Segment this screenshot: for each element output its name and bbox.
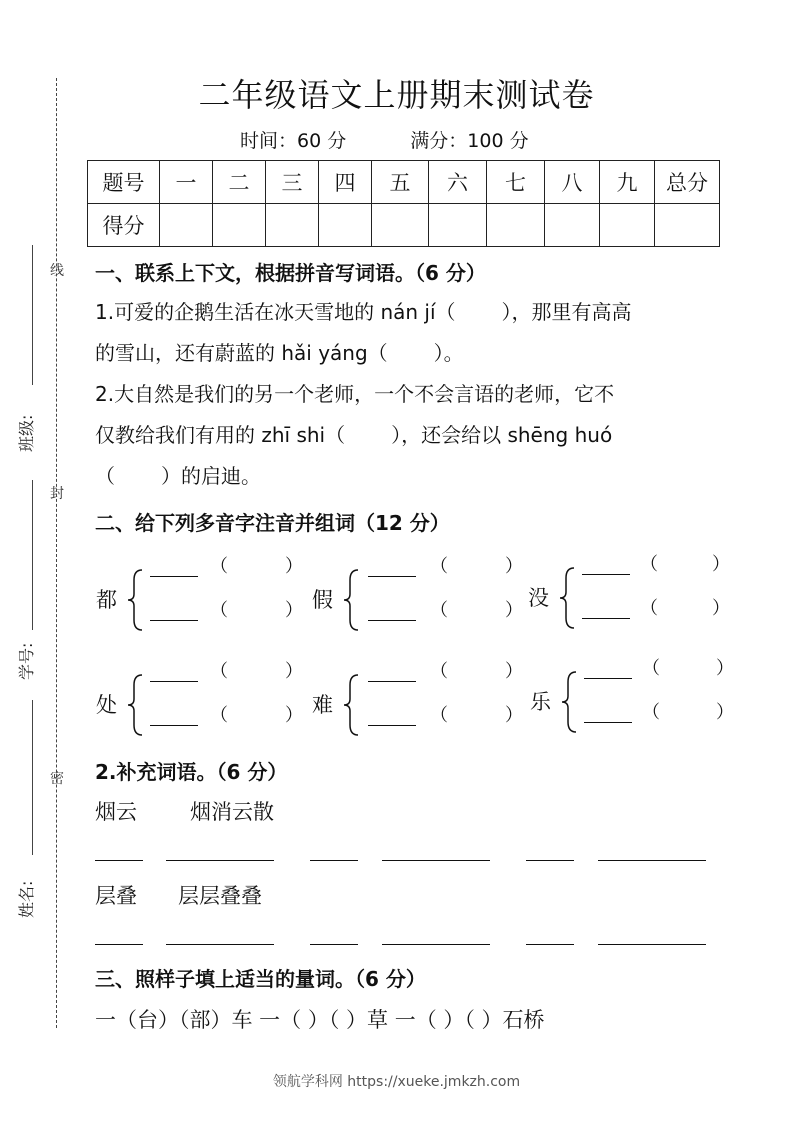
section2b-heading: 2.补充词语。（6 分） (95, 760, 288, 784)
word-paren-close: ） (505, 705, 523, 726)
binding-mark-xian: 线 (50, 263, 64, 279)
word-paren-close: ） (505, 556, 523, 577)
fill-in-underline[interactable] (166, 944, 274, 945)
word-paren-open: （ (642, 702, 660, 723)
score-cell[interactable] (545, 204, 600, 247)
fill-in-underline[interactable] (95, 944, 143, 945)
score-header-cell: 七 (487, 161, 545, 204)
polyphone-char: 乐 (530, 690, 551, 714)
pinyin-blank[interactable] (150, 681, 198, 682)
fill-in-underline[interactable] (598, 944, 706, 945)
fill-in-underline[interactable] (95, 860, 143, 861)
fill-in-underline[interactable] (526, 944, 574, 945)
word-paren-open: （ (210, 661, 228, 682)
brace-icon (560, 670, 580, 734)
page-title: 二年级语文上册期末测试卷 (198, 76, 595, 114)
score-header-cell: 九 (600, 161, 655, 204)
word-paren-open: （ (210, 705, 228, 726)
example-word: 层层叠叠 (178, 884, 262, 908)
score-cell[interactable] (266, 204, 319, 247)
score-header-cell: 二 (213, 161, 266, 204)
measure-word-line: 一（台）（部）车 一（ ）（ ）草 一（ ）（ ）石桥 (95, 1008, 545, 1032)
score-table (87, 160, 720, 247)
pinyin-blank[interactable] (150, 725, 198, 726)
score-cell[interactable] (429, 204, 487, 247)
polyphone-char: 假 (312, 588, 333, 612)
word-paren-close: ） (285, 600, 303, 621)
example-word: 层叠 (95, 884, 137, 908)
fill-in-underline[interactable] (166, 860, 274, 861)
time-label: 时间：60 分 (240, 130, 347, 152)
pinyin-blank[interactable] (368, 681, 416, 682)
score-header-cell: 总分 (655, 161, 720, 204)
fill-in-underline[interactable] (382, 860, 490, 861)
word-paren-close: ） (285, 705, 303, 726)
fill-in-underline[interactable] (310, 860, 358, 861)
student-number-write-line[interactable] (32, 480, 33, 630)
footer-watermark: 领航学科网 https://xueke.jmkzh.com (272, 1074, 521, 1090)
word-paren-close: ） (716, 702, 734, 723)
brace-icon (558, 566, 578, 630)
score-cell[interactable] (319, 204, 372, 247)
word-paren-open: （ (642, 658, 660, 679)
word-paren-close: ） (285, 661, 303, 682)
name-label: 姓名: (17, 880, 36, 918)
score-cell[interactable] (487, 204, 545, 247)
word-paren-close: ） (712, 598, 730, 619)
pinyin-blank[interactable] (150, 620, 198, 621)
pinyin-blank[interactable] (150, 576, 198, 577)
word-paren-open: （ (640, 598, 658, 619)
score-cell[interactable] (600, 204, 655, 247)
word-paren-close: ） (505, 661, 523, 682)
word-paren-open: （ (210, 556, 228, 577)
word-paren-close: ） (285, 556, 303, 577)
class-label: 班级: (17, 414, 36, 452)
score-cell[interactable] (213, 204, 266, 247)
score-cell[interactable] (160, 204, 213, 247)
pinyin-blank[interactable] (582, 574, 630, 575)
section2-heading: 二、给下列多音字注音并组词（12 分） (95, 511, 450, 535)
score-header-cell: 三 (266, 161, 319, 204)
brace-icon (126, 673, 146, 737)
class-write-line[interactable] (32, 245, 33, 385)
brace-icon (342, 568, 362, 632)
fill-in-underline[interactable] (310, 944, 358, 945)
example-word: 烟消云散 (190, 800, 274, 824)
pinyin-blank[interactable] (584, 722, 632, 723)
score-row-label: 得分 (88, 204, 160, 247)
score-header-cell: 五 (372, 161, 429, 204)
word-paren-open: （ (430, 705, 448, 726)
score-table-header-row (88, 161, 720, 204)
polyphone-char: 难 (312, 693, 333, 717)
student-number-label: 学号: (17, 642, 36, 680)
pinyin-blank[interactable] (582, 618, 630, 619)
word-paren-open: （ (640, 554, 658, 575)
score-cell[interactable] (372, 204, 429, 247)
score-header-cell: 八 (545, 161, 600, 204)
brace-icon (126, 568, 146, 632)
pinyin-blank[interactable] (584, 678, 632, 679)
section3-heading: 三、照样子填上适当的量词。（6 分） (95, 967, 426, 991)
score-header-cell: 一 (160, 161, 213, 204)
word-paren-close: ） (712, 554, 730, 575)
word-paren-close: ） (716, 658, 734, 679)
full-score-label: 满分：100 分 (410, 130, 529, 152)
binding-dashed-line (56, 78, 57, 1028)
section1-heading: 一、联系上下文，根据拼音写词语。（6 分） (95, 261, 486, 285)
brace-icon (342, 673, 362, 737)
name-write-line[interactable] (32, 700, 33, 855)
pinyin-blank[interactable] (368, 620, 416, 621)
score-table-score-row (88, 204, 720, 247)
pinyin-blank[interactable] (368, 576, 416, 577)
score-header-cell: 六 (429, 161, 487, 204)
pinyin-blank[interactable] (368, 725, 416, 726)
word-paren-open: （ (430, 556, 448, 577)
polyphone-char: 处 (96, 693, 117, 717)
polyphone-char: 没 (528, 586, 549, 610)
score-header-cell: 题号 (88, 161, 160, 204)
score-header-cell: 四 (319, 161, 372, 204)
polyphone-char: 都 (96, 588, 117, 612)
word-paren-open: （ (430, 600, 448, 621)
section1-q2: 2.大自然是我们的另一个老师，一个不会言语的老师，它不 仅教给我们有用的 zhī shi（ ），还会给以 shēng huó （ ）的启迪。 (95, 382, 615, 488)
binding-mark-feng: 封 (50, 486, 64, 502)
word-paren-open: （ (210, 600, 228, 621)
word-paren-close: ） (505, 600, 523, 621)
word-paren-open: （ (430, 661, 448, 682)
fill-in-underline[interactable] (382, 944, 490, 945)
binding-mark-mi: 密 (50, 771, 64, 787)
fill-in-underline[interactable] (526, 860, 574, 861)
score-cell[interactable] (655, 204, 720, 247)
fill-in-underline[interactable] (598, 860, 706, 861)
exam-info (240, 126, 529, 153)
section1-q1: 1.可爱的企鹅生活在冰天雪地的 nán jí（ ），那里有高高 的雪山，还有蔚蓝的 hǎi yáng（ ）。 (95, 300, 632, 365)
example-word: 烟云 (95, 800, 137, 824)
